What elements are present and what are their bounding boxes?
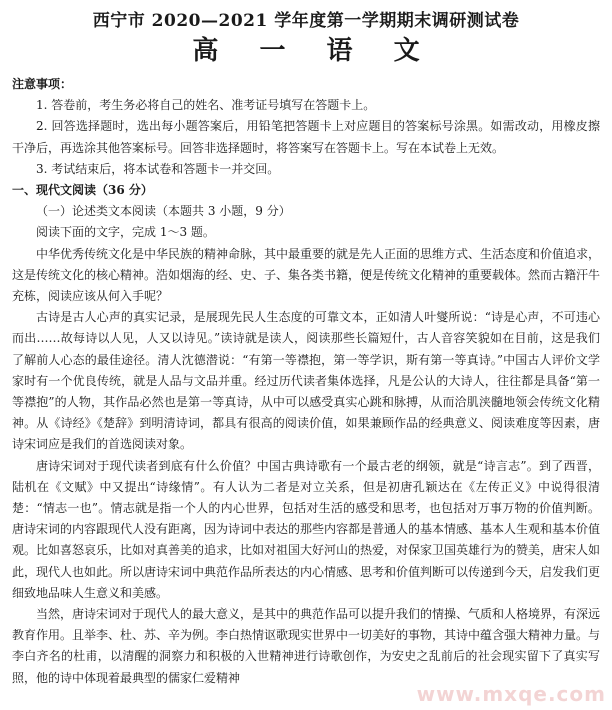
passage-paragraph: 当然，唐诗宋词对于现代人的最大意义，是其中的典范作品可以提升我们的情操、气质和人格境界，有深远教育作用。且举李、杜、苏、辛为例。李白热情讴歌现实世界中一切美好的事物，其诗中蕴含强大精神力量。与李白齐名的杜甫，以清醒的洞察力和积极的入世精神进行诗歌创作，为安史之乱前后的社会现实留下了真实写照，他的诗中体现着最典型的儒家仁爱精神 bbox=[12, 607, 601, 685]
exam-title: 西宁市 2020—2021 学年度第一学期期末调研测试卷 bbox=[92, 11, 520, 31]
notice-heading: 注意事项： bbox=[12, 77, 73, 91]
reading-instruction: 阅读下面的文字，完成 1～3 题。 bbox=[36, 225, 215, 240]
passage-paragraph: 古诗是古人心声的真实记录，是展现先民人生态度的可靠文本，正如清人叶燮所说：“诗是心声，不可违心而出……故每诗以人见，人又以诗见。”读诗就是读人，阅读那些长篇短什，古人音容笑貌如在目前，这是我们了解前人心态的最佳途径。清人沈德潜说：“有第一等襟抱，第一等学识，斯有第一等真诗。”中国古人评价文学家时有一个优良传统，就是人品与文品并重。经过历代读者集体选择，凡是公认的大诗人，往往都是具备“第一等襟抱”的人物，其作品必然也是第一等真诗，从中可以感受真实心跳和脉搏，从而洽肌浃髓地领会传统文化精神。从《诗经》《楚辞》到明清诗词，都具有很高的阅读价值，如果兼顾作品的经典意义、阅读难度等因素，唐诗宋词应是我们的首选阅读对象。 bbox=[12, 310, 600, 452]
notice-item: 2. 回答选择题时，选出每小题答案后，用铅笔把答题卡上对应题目的答案标号涂黑。如需改动，用橡皮擦干净后，再选涂其他答案标号。回答非选择题时，将答案写在答题卡上。写在本试卷上无效。 bbox=[12, 119, 600, 155]
subject-title bbox=[0, 30, 612, 67]
subsection-heading: （一）论述类文本阅读（本题共 3 小题，9 分） bbox=[36, 204, 291, 219]
subject-char: 一 bbox=[259, 36, 286, 66]
notice-item: 3. 考试结束后，将本试卷和答题卡一并交回。 bbox=[36, 161, 280, 176]
passage-paragraph: 唐诗宋词对于现代读者到底有什么价值？中国古典诗歌有一个最古老的纲领，就是“诗言志”。到了西晋，陆机在《文赋》中又提出“诗缘情”。有人认为二者是对立关系，但是初唐孔颖达在《左传正义》中说得很清楚：“情志一也”。情志就是指一个人的内心世界，包括对生活的感受和思考，也包括对万事万物的价值判断。唐诗宋词的内容跟现代人没有距离，因为诗词中表达的那些内容都是普通人的基本情感、基本人生观和基本价值观。比如喜怒哀乐，比如对真善美的追求，比如对祖国大好河山的热爱，对保家卫国英雄行为的赞美，唐宋人如此，现代人也如此。所以唐诗宋词中典范作品所表达的内心情感、思考和价值判断可以传递到今天，启发我们更细致地品味人生意义和美感。 bbox=[12, 458, 601, 600]
subject-char: 文 bbox=[393, 36, 420, 66]
subject-char: 高 bbox=[192, 36, 219, 66]
passage-paragraph: 中华优秀传统文化是中华民族的精神命脉，其中最重要的就是先人正面的思维方式、生活态度和价值追求，这是传统文化的核心精神。浩如烟海的经、史、子、集各类书籍，便是传统文化精神的重要载体。然而古籍汗牛充栋，阅读应该从何入手呢？ bbox=[12, 246, 601, 304]
subject-char: 语 bbox=[326, 36, 353, 66]
watermark: www.mxqe.com bbox=[416, 682, 606, 706]
notice-item: 1. 答卷前，考生务必将自己的姓名、准考证号填写在答题卡上。 bbox=[36, 98, 376, 113]
exam-content bbox=[12, 74, 600, 689]
section-heading: 一、现代文阅读（36 分） bbox=[12, 183, 153, 198]
